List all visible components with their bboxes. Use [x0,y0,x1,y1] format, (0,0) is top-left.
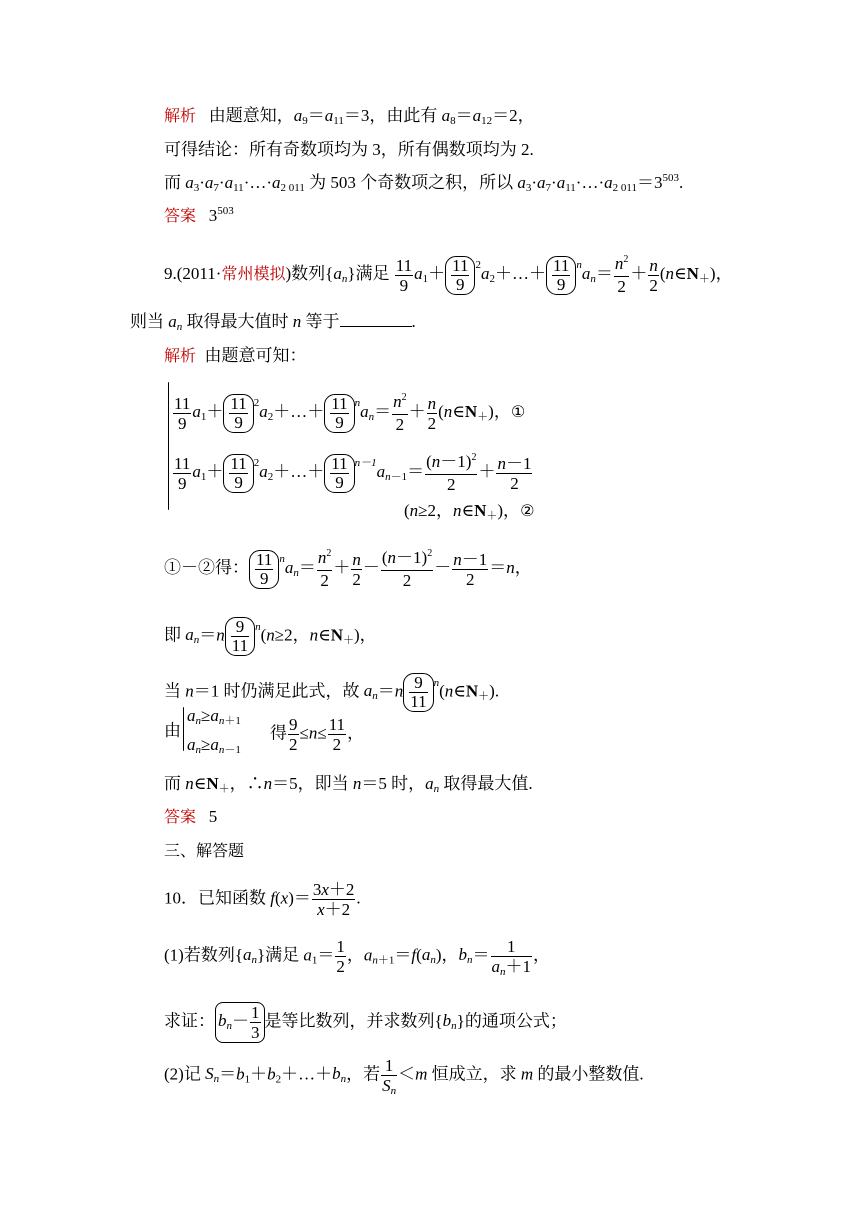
q10-part2: (2)记 $S_n=b_1+b_2+\dots+b_n$，若 $\frac{1}{S_n}$ ＜m 恒成立，求 m 的最小整数值. [164,1056,644,1097]
answer-label: 答案 [164,206,197,225]
q9-from-result: 得 $\frac{9}{2}$ ≤n≤ $\frac{11}{2}$ ， [270,715,365,754]
q10-stem: 10．已知函数 f(x)＝ $\frac{3x+2}{x+2}$ . [164,880,361,919]
q10-part1: (1)若数列$\{a_n\}$满足 $a_1=$ $\frac{1}{2}$ ，$a_{n+1}=f(a_n)$，$b_n=$ $\frac{1}{a_n+1}$ ， [164,937,550,978]
q9-equation-2-cond: (n≥2，$n\in N_+$)，② [404,501,535,522]
q8-answer: 答案 $3^{503}$ [164,205,234,225]
source-name: 常州模拟 [221,263,286,283]
q9-ie-step: 即 $a_n=n$ $\frac{9}{11}$ n(n≥2，$n\in N_+$)， [164,617,377,655]
q9-subtract-step: ①－②得： $\frac{11}{9}$ $na_n=$ $\frac{n^2}{2}$ ＋ $\frac{n}{2}$ － $\frac{(n-1)^2}{2}$ － $\frac{n-1}{2}$ ＝n， [164,548,532,590]
q8-solution-line2: 可得结论：所有奇数项均为 3，所有偶数项均为 2. [164,140,534,159]
small-brace [183,707,184,751]
system-brace [168,382,169,510]
section-title: 三、解答题 [164,841,245,860]
q9-equation-2: $\frac{11}{9}$ $a_1+$ $\frac{11}{9}$ $2a_2+\dots+$ $\frac{11}{9}$ $n-1a_{n-1}=$ $\frac{(n-1)^2}{2}$ ＋ $\frac{n-1}{2}$ [174,452,532,494]
answer-blank [340,312,412,327]
q9-stem: 9.(2011·常州模拟)数列$\{a_n\}$满足 $\frac{11}{9}$ $a_1+$ $\frac{11}{9}$ $2a_2+\dots+$ $\frac{11}{9}$ $na_n=$ $\frac{n^2}{2}$ ＋ $\frac{n}{2}$ $(n\in N_+)$， [164,254,733,296]
q9-solution-intro: 解析 由题意可知： [164,346,307,365]
q9-final: 而 $n\in N_+$，∴n＝5，即当 n＝5 时，$a_n$ 取得最大值. [164,774,533,795]
answer-label: 答案 [164,807,197,826]
analysis-label: 解析 [164,106,197,125]
q9-from-ineq-2: $a_n\ge a_{n-1}$ [187,735,241,756]
q9-answer: 答案 5 [164,807,218,826]
analysis-label: 解析 [164,346,197,365]
q8-solution-line1: 解析 由题意知，$a_9=a_{11}=3$，由此有 $a_8=a_{12}=2$， [164,106,535,127]
q9-equation-1: $\frac{11}{9}$ $a_1+$ $\frac{11}{9}$ $2a_2+\dots+$ $\frac{11}{9}$ $na_n=$ $\frac{n^2}{2}$ ＋ $\frac{n}{2}$ $(n\in N_+)$，① [174,392,526,434]
q9-from-ineq-1: $a_n\ge a_{n+1}$ [187,706,241,727]
q9-from-step: 由 [164,721,181,740]
q9-question-tail: 则当 $a_n$ 取得最大值时 n 等于 . [130,312,416,333]
q9-n1-step: 当 n＝1 时仍满足此式，故 $a_n=n$ $\frac{9}{11}$ $n(n\in N_+)$. [164,673,500,711]
q8-solution-line3: 而 $a_3\cdot a_7\cdot a_{11}\cdot\dots\cdot a_{2 011}$ 为 503 个奇数项之积，所以 $a_3\cdot a_7\cdot a_{11}\cdot\dots\cdot a_{2 011}=3^{503}$. [164,172,684,194]
q10-part1-prove: 求证： $b_n-$ $\frac{1}{3}$ 是等比数列，并求数列$\{b_n\}$的通项公式； [164,1003,567,1042]
